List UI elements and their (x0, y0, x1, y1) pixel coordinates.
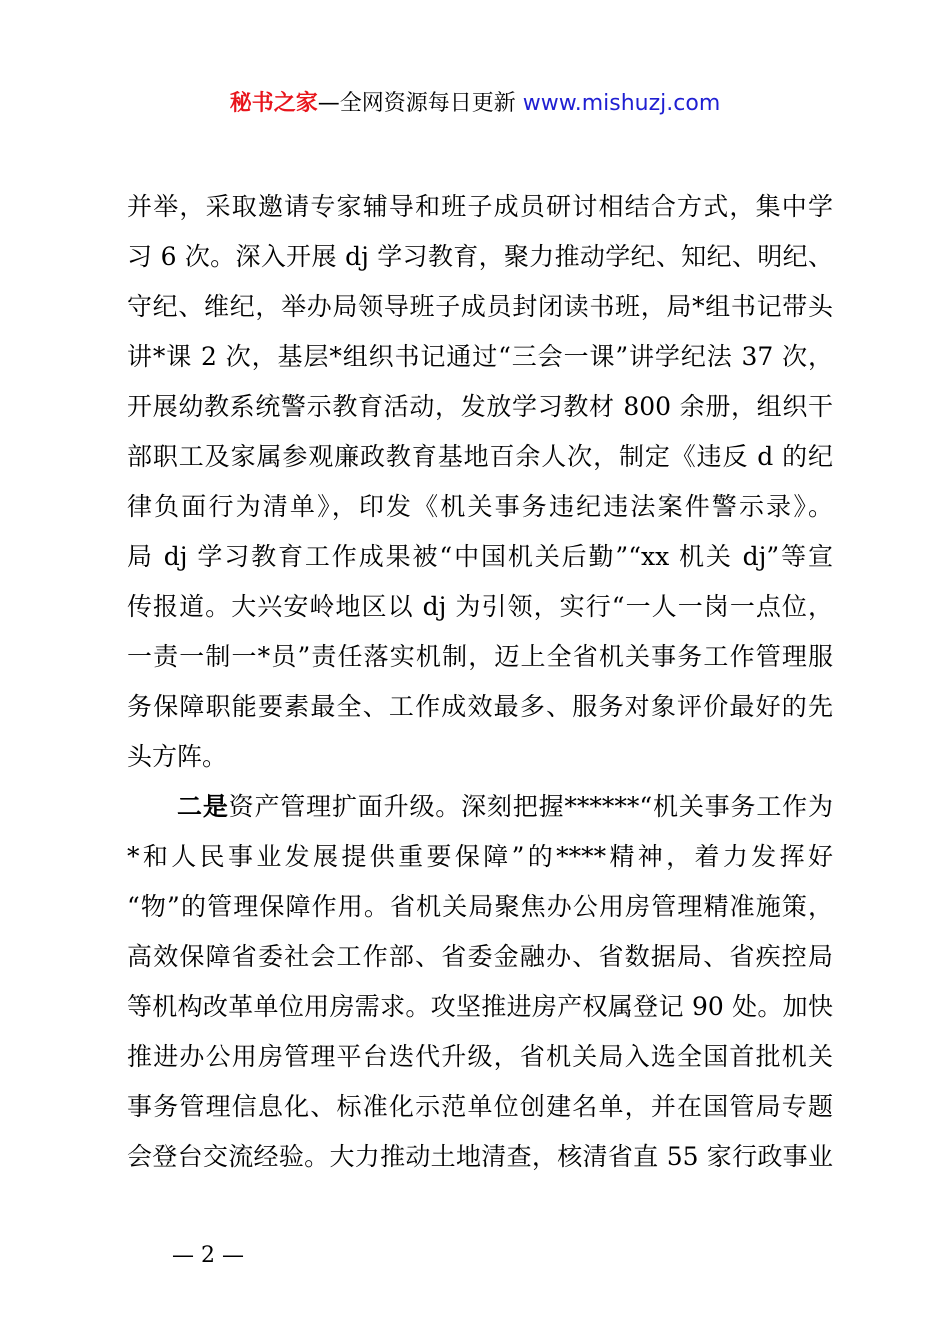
text-line: 头方阵。 (127, 742, 228, 771)
page-number: — 2 — (172, 1243, 244, 1268)
header-site-url[interactable]: www.mishuzj.com (522, 91, 721, 116)
text-line: “物”的管理保障作用。省机关局聚焦办公用房管理精准施策， (127, 892, 833, 921)
text-line: 务保障职能要素最全、工作成效最多、服务对象评价最好的先 (127, 692, 833, 721)
text-line: 讲*课 2 次，基层*组织书记通过“三会一课”讲学纪法 37 次， (127, 342, 833, 371)
text-line: 习 6 次。深入开展 dj 学习教育，聚力推动学纪、知纪、明纪、 (127, 242, 833, 271)
document-body (127, 182, 833, 1182)
text-line: 一责一制一*员”责任落实机制，迈上全省机关事务工作管理服 (127, 642, 833, 671)
text-line: 会登台交流经验。大力推动土地清查，核清省直 55 家行政事业 (127, 1142, 833, 1171)
text-line: 并举，采取邀请专家辅导和班子成员研讨相结合方式，集中学 (127, 192, 833, 221)
header-slogan: —全网资源每日更新 (317, 91, 523, 116)
text-line: 部职工及家属参观廉政教育基地百余人次，制定《违反 d 的纪 (127, 442, 833, 471)
text-line: 开展幼教系统警示教育活动，发放学习教材 800 余册，组织干 (127, 392, 833, 421)
text-line: 律负面行为清单》，印发《机关事务违纪违法案件警示录》。 (127, 492, 833, 521)
paragraph-first-line (127, 782, 833, 832)
header-brand: 秘书之家 (229, 91, 318, 116)
text-line: 局 dj 学习教育工作成果被“中国机关后勤”“xx 机关 dj”等宣 (127, 542, 833, 571)
paragraph-first-line-text: 资产管理扩面升级。深刻把握******“机关事务工作为 (228, 792, 833, 821)
text-line: 守纪、维纪，举办局领导班子成员封闭读书班，局*组书记带头 (127, 292, 833, 321)
text-line: 事务管理信息化、标准化示范单位创建名单，并在国管局专题 (127, 1092, 833, 1121)
paragraph-lead: 二是 (177, 792, 229, 821)
text-line: 等机构改革单位用房需求。攻坚推进房产权属登记 90 处。加快 (127, 992, 833, 1021)
site-header (0, 86, 950, 122)
text-line: 推进办公用房管理平台迭代升级，省机关局入选全国首批机关 (127, 1042, 833, 1071)
text-line: 传报道。大兴安岭地区以 dj 为引领，实行“一人一岗一点位， (127, 592, 833, 621)
text-line: 高效保障省委社会工作部、省委金融办、省数据局、省疾控局 (127, 942, 833, 971)
text-line: *和人民事业发展提供重要保障”的****精神，着力发挥好 (127, 842, 833, 871)
